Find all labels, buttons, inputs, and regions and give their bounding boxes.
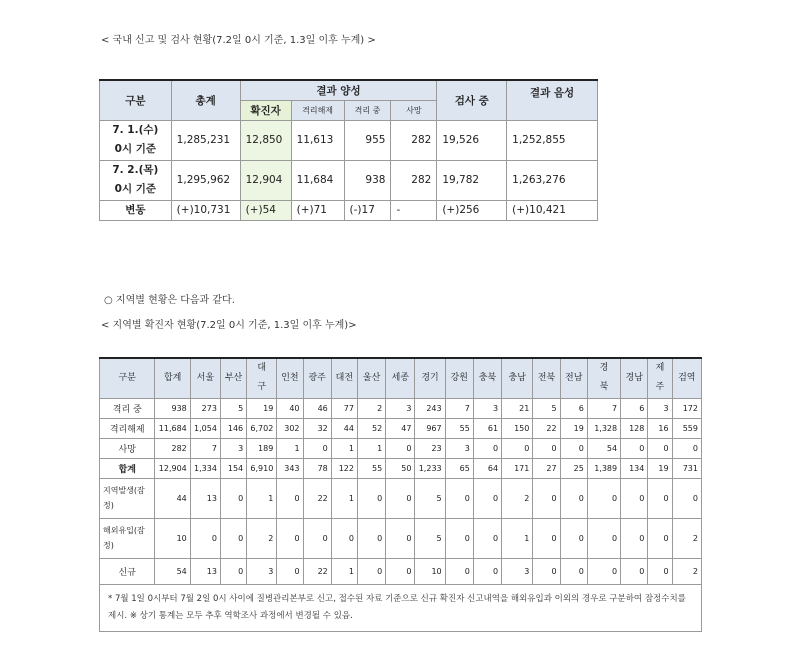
table-row <box>100 120 598 160</box>
header-region: 경남 <box>621 358 648 398</box>
table-cell: 12,904 <box>155 458 190 478</box>
header-region: 제 주 <box>648 358 672 398</box>
cell-testing: 19,526 <box>437 120 507 160</box>
table-cell: 5 <box>415 478 445 518</box>
table-cell: 302 <box>277 418 303 438</box>
cell-negative: 1,263,276 <box>507 160 598 200</box>
header-region: 경 북 <box>587 358 620 398</box>
table-cell: 1 <box>331 558 357 584</box>
table-cell: 0 <box>473 518 501 558</box>
table-cell: 0 <box>648 478 672 518</box>
table-cell: 128 <box>621 418 648 438</box>
table-row <box>100 160 598 200</box>
cell-confirmed: 12,850 <box>240 120 291 160</box>
header-region: 합계 <box>155 358 190 398</box>
table-cell: 0 <box>277 478 303 518</box>
table-cell: 0 <box>672 438 701 458</box>
table-cell: 32 <box>303 418 331 438</box>
footnote: * 7월 1일 0시부터 7월 2일 0시 사이에 질병관리본부로 신고, 접수된 자료 기준으로 신규 확진자 신고내역을 해외유입과 이외의 경우로 구분하여 잠정수치를 제시. ※ 상기 통계는 모두 추후 역학조사 과정에서 변경될 수 있음. <box>100 584 702 631</box>
table-cell: 3 <box>247 558 277 584</box>
table-row <box>100 458 702 478</box>
table-cell: 0 <box>533 518 560 558</box>
header-testing: 검사 중 <box>437 80 507 120</box>
row-label: 해외유입(잠정) <box>100 518 155 558</box>
table-cell: 343 <box>277 458 303 478</box>
table-cell: 1 <box>502 518 533 558</box>
table-cell: 19 <box>648 458 672 478</box>
cell-confirmed: 12,904 <box>240 160 291 200</box>
table-cell: 5 <box>220 398 246 418</box>
table-cell: 1 <box>331 478 357 518</box>
table-cell: 22 <box>533 418 560 438</box>
header-region: 부산 <box>220 358 246 398</box>
table-cell: 938 <box>155 398 190 418</box>
table-cell: 0 <box>220 558 246 584</box>
table-cell: 61 <box>473 418 501 438</box>
table-cell: 78 <box>303 458 331 478</box>
header-positive: 결과 양성 <box>240 80 437 100</box>
table-cell: 0 <box>386 438 415 458</box>
table-cell: 0 <box>277 558 303 584</box>
table-cell: 13 <box>190 558 220 584</box>
table-cell: 0 <box>502 438 533 458</box>
table-cell: 1 <box>357 438 385 458</box>
table-cell: 77 <box>331 398 357 418</box>
cell-released: 11,684 <box>291 160 344 200</box>
table-cell: 5 <box>533 398 560 418</box>
table-cell: 6,910 <box>247 458 277 478</box>
header-region: 광주 <box>303 358 331 398</box>
table-cell: 172 <box>672 398 701 418</box>
table-cell: 5 <box>415 518 445 558</box>
header-region: 서울 <box>190 358 220 398</box>
table-row-change <box>100 200 598 220</box>
table-cell: 0 <box>621 478 648 518</box>
table-row <box>100 558 702 584</box>
table-cell: 10 <box>155 518 190 558</box>
table-cell: 54 <box>155 558 190 584</box>
table-cell: 3 <box>648 398 672 418</box>
table-cell: 21 <box>502 398 533 418</box>
table-cell: 0 <box>190 518 220 558</box>
header-region: 인천 <box>277 358 303 398</box>
table-cell: 44 <box>331 418 357 438</box>
table-cell: 7 <box>190 438 220 458</box>
header-region: 검역 <box>672 358 701 398</box>
table-cell: 22 <box>303 478 331 518</box>
regional-status-table <box>99 357 702 632</box>
bullet-text: ○ 지역별 현황은 다음과 같다. <box>104 295 235 306</box>
cell-deaths: - <box>391 200 437 220</box>
table-row <box>100 518 702 558</box>
table-cell: 0 <box>533 438 560 458</box>
table-cell: 2 <box>502 478 533 518</box>
table-cell: 2 <box>357 398 385 418</box>
table-cell: 55 <box>445 418 473 438</box>
table-cell: 0 <box>560 478 587 518</box>
header-isolated: 격리 중 <box>344 100 391 120</box>
table-cell: 7 <box>587 398 620 418</box>
table-cell: 146 <box>220 418 246 438</box>
row-label: 합계 <box>100 458 155 478</box>
table-cell: 0 <box>473 478 501 518</box>
table-cell: 11,684 <box>155 418 190 438</box>
table-cell: 0 <box>587 518 620 558</box>
table-cell: 50 <box>386 458 415 478</box>
table-cell: 282 <box>155 438 190 458</box>
cell-released: (+)71 <box>291 200 344 220</box>
table-row <box>100 438 702 458</box>
cell-testing: (+)256 <box>437 200 507 220</box>
table-cell: 0 <box>648 558 672 584</box>
cell-released: 11,613 <box>291 120 344 160</box>
table-cell: 559 <box>672 418 701 438</box>
table-cell: 0 <box>648 438 672 458</box>
header-deaths: 사망 <box>391 100 437 120</box>
table-cell: 55 <box>357 458 385 478</box>
header-region: 대 구 <box>247 358 277 398</box>
table-cell: 2 <box>672 558 701 584</box>
header-region: 울산 <box>357 358 385 398</box>
table-cell: 0 <box>672 478 701 518</box>
table-cell: 23 <box>415 438 445 458</box>
cell-testing: 19,782 <box>437 160 507 200</box>
cell-total: 1,285,231 <box>171 120 240 160</box>
table-cell: 0 <box>621 558 648 584</box>
table-cell: 3 <box>473 398 501 418</box>
table-cell: 1 <box>331 438 357 458</box>
cell-isolated: 955 <box>344 120 391 160</box>
table-cell: 0 <box>220 478 246 518</box>
row-label: 사망 <box>100 438 155 458</box>
table-cell: 1,054 <box>190 418 220 438</box>
table-cell: 46 <box>303 398 331 418</box>
table-cell: 967 <box>415 418 445 438</box>
table-cell: 0 <box>357 478 385 518</box>
table-cell: 1,328 <box>587 418 620 438</box>
table-cell: 3 <box>445 438 473 458</box>
table-cell: 0 <box>357 558 385 584</box>
table-cell: 731 <box>672 458 701 478</box>
table-cell: 171 <box>502 458 533 478</box>
header-category: 구분 <box>100 80 172 120</box>
table-cell: 40 <box>277 398 303 418</box>
cell-isolated: (-)17 <box>344 200 391 220</box>
table-cell: 16 <box>648 418 672 438</box>
national-status-table <box>99 79 598 221</box>
header-region: 전북 <box>533 358 560 398</box>
cell-total: 1,295,962 <box>171 160 240 200</box>
cell-confirmed: (+)54 <box>240 200 291 220</box>
table-cell: 0 <box>621 438 648 458</box>
table-cell: 0 <box>533 478 560 518</box>
table-cell: 0 <box>587 478 620 518</box>
table-cell: 7 <box>445 398 473 418</box>
table-cell: 0 <box>357 518 385 558</box>
table-cell: 0 <box>445 518 473 558</box>
row-label: 신규 <box>100 558 155 584</box>
table-cell: 0 <box>648 518 672 558</box>
table-cell: 243 <box>415 398 445 418</box>
table-cell: 1,389 <box>587 458 620 478</box>
table-cell: 1 <box>277 438 303 458</box>
table-cell: 1,334 <box>190 458 220 478</box>
table-cell: 150 <box>502 418 533 438</box>
table-cell: 22 <box>303 558 331 584</box>
table-cell: 0 <box>220 518 246 558</box>
table-row <box>100 478 702 518</box>
table-cell: 2 <box>672 518 701 558</box>
table-cell: 6 <box>560 398 587 418</box>
table-cell: 0 <box>533 558 560 584</box>
header-region: 충남 <box>502 358 533 398</box>
row-label: 지역발생(잠정) <box>100 478 155 518</box>
row-label: 격리 중 <box>100 398 155 418</box>
table-cell: 65 <box>445 458 473 478</box>
table-cell: 0 <box>473 438 501 458</box>
table-cell: 19 <box>247 398 277 418</box>
table-cell: 1 <box>247 478 277 518</box>
table-cell: 0 <box>303 438 331 458</box>
cell-total: (+)10,731 <box>171 200 240 220</box>
table-cell: 134 <box>621 458 648 478</box>
header-confirmed: 확진자 <box>240 100 291 120</box>
row-label: 7. 2.(목) 0시 기준 <box>100 160 172 200</box>
table-cell: 3 <box>502 558 533 584</box>
header-category: 구분 <box>100 358 155 398</box>
table-cell: 0 <box>473 558 501 584</box>
table-cell: 0 <box>560 438 587 458</box>
table-row <box>100 418 702 438</box>
table-cell: 54 <box>587 438 620 458</box>
table-cell: 52 <box>357 418 385 438</box>
table-row <box>100 398 702 418</box>
table-cell: 0 <box>560 518 587 558</box>
header-region: 대전 <box>331 358 357 398</box>
table-cell: 189 <box>247 438 277 458</box>
row-label: 격리해제 <box>100 418 155 438</box>
caption-regional: < 지역별 확진자 현황(7.2일 0시 기준, 1.3일 이후 누계)> <box>101 320 357 331</box>
header-total: 총계 <box>171 80 240 120</box>
table-cell: 0 <box>277 518 303 558</box>
table-cell: 13 <box>190 478 220 518</box>
table-cell: 0 <box>560 558 587 584</box>
cell-deaths: 282 <box>391 160 437 200</box>
header-region: 강원 <box>445 358 473 398</box>
header-region: 충북 <box>473 358 501 398</box>
table-cell: 47 <box>386 418 415 438</box>
row-label: 변동 <box>100 200 172 220</box>
row-label: 7. 1.(수) 0시 기준 <box>100 120 172 160</box>
cell-negative: 1,252,855 <box>507 120 598 160</box>
cell-negative: (+)10,421 <box>507 200 598 220</box>
table-cell: 44 <box>155 478 190 518</box>
table-cell: 0 <box>445 558 473 584</box>
table-cell: 1,233 <box>415 458 445 478</box>
table-cell: 27 <box>533 458 560 478</box>
table-cell: 6 <box>621 398 648 418</box>
table-cell: 0 <box>621 518 648 558</box>
cell-deaths: 282 <box>391 120 437 160</box>
table-cell: 10 <box>415 558 445 584</box>
cell-isolated: 938 <box>344 160 391 200</box>
table-cell: 0 <box>331 518 357 558</box>
table-cell: 0 <box>445 478 473 518</box>
table-cell: 0 <box>386 478 415 518</box>
caption-national: < 국내 신고 및 검사 현황(7.2일 0시 기준, 1.3일 이후 누계) > <box>101 35 376 46</box>
table-cell: 0 <box>303 518 331 558</box>
header-negative: 결과 음성 <box>507 80 598 120</box>
table-cell: 64 <box>473 458 501 478</box>
table-cell: 0 <box>386 518 415 558</box>
table-cell: 3 <box>220 438 246 458</box>
header-region: 전남 <box>560 358 587 398</box>
table-cell: 122 <box>331 458 357 478</box>
header-region: 세종 <box>386 358 415 398</box>
table-cell: 6,702 <box>247 418 277 438</box>
table-cell: 273 <box>190 398 220 418</box>
table-cell: 2 <box>247 518 277 558</box>
header-row <box>100 358 702 398</box>
table-cell: 154 <box>220 458 246 478</box>
table-cell: 0 <box>386 558 415 584</box>
table-cell: 3 <box>386 398 415 418</box>
table-cell: 19 <box>560 418 587 438</box>
header-region: 경기 <box>415 358 445 398</box>
header-released: 격리해제 <box>291 100 344 120</box>
table-cell: 0 <box>587 558 620 584</box>
table-cell: 25 <box>560 458 587 478</box>
